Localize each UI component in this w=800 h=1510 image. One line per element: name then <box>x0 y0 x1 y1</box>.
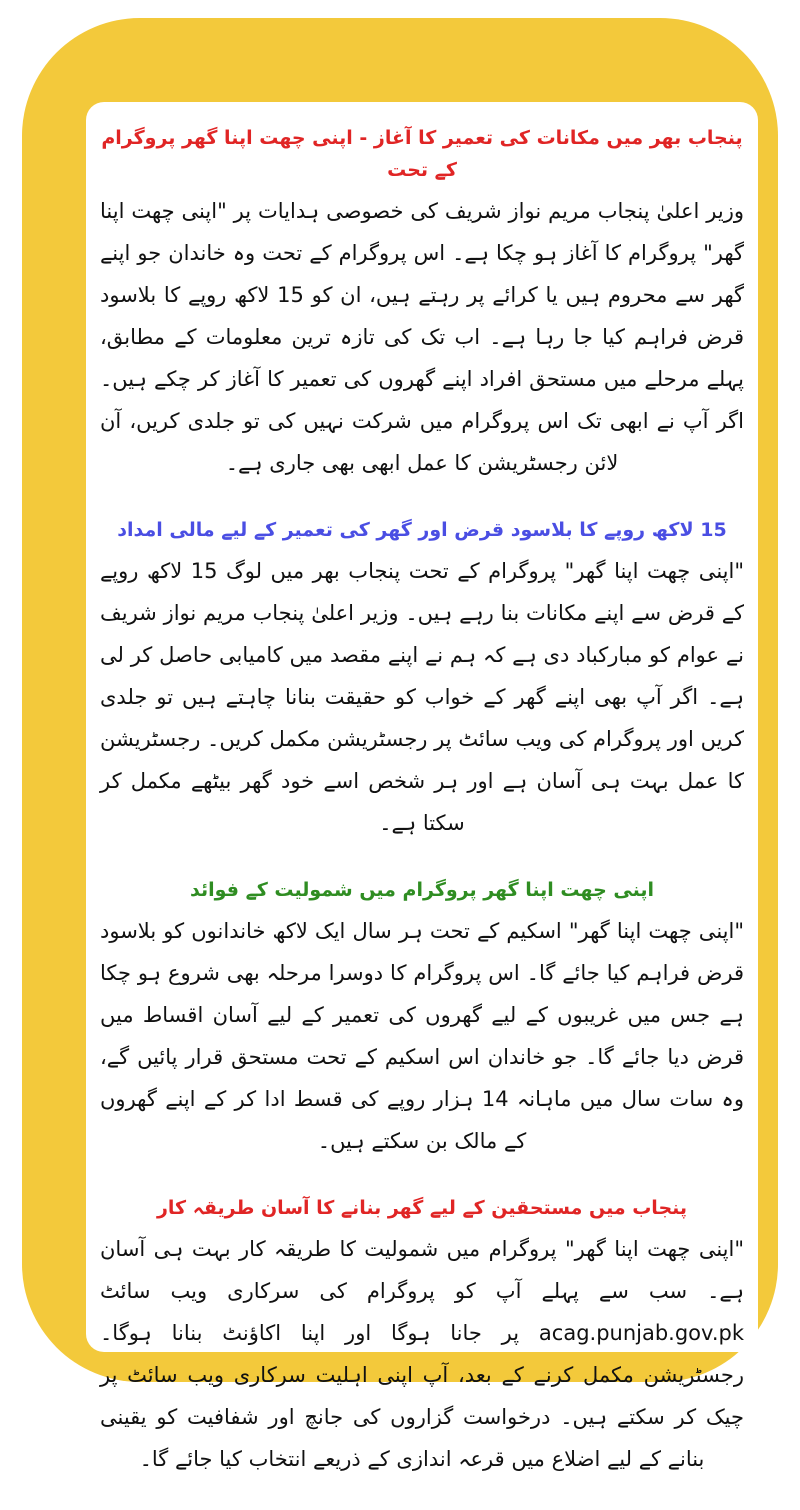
phone-frame <box>22 18 778 1471</box>
article-card <box>86 102 758 1471</box>
body-text-after-link: پر جانا ہوگا اور اپنا اکاؤنٹ بنانا ہوگا۔ رجسٹریشن مکمل کرنے کے بعد، آپ اپنی اہلیت سرکاری ویب سائٹ پر چیک کر سکتے ہیں۔ درخواست گزاروں کی جانچ اور شفافیت کو یقینی بنانے کے لیے اضلاع میں قرعہ اندازی کے ذریعے انتخاب کیا جائے گا۔ <box>100 1321 744 1471</box>
body-text-before-link: "اپنی چھت اپنا گھر" پروگرام میں شمولیت کا طریقہ کار بہت ہی آسان ہے۔ سب سے پہلے آپ کو پروگرام کی سرکاری ویب سائٹ <box>100 1237 744 1303</box>
section-program-benefits <box>100 874 744 1162</box>
section-construction-start <box>100 122 744 484</box>
section-easy-procedure <box>100 1192 744 1480</box>
section-body <box>100 1228 744 1480</box>
section-body: وزیر اعلیٰ پنجاب مریم نواز شریف کی خصوصی ہدایات پر "اپنی چھت اپنا گھر" پروگرام کا آغاز ہو چکا ہے۔ اس پروگرام کے تحت وہ خاندان جو اپنے گھر سے محروم ہیں یا کرائے پر رہتے ہیں، ان کو 15 لاکھ روپے کا بلاسود قرض فراہم کیا جا رہا ہے۔ اب تک کی تازہ ترین معلومات کے مطابق، پہلے مرحلے میں مستحق افراد اپنے گھروں کی تعمیر کا آغاز کر چکے ہیں۔ اگر آپ نے ابھی تک اس پروگرام میں شرکت نہیں کی تو جلدی کریں، آن لائن رجسٹریشن کا عمل ابھی بھی جاری ہے۔ <box>100 199 744 475</box>
section-heading: اپنی چھت اپنا گھر پروگرام میں شمولیت کے فوائد <box>189 879 655 901</box>
website-link[interactable]: acag.punjab.gov.pk <box>538 1321 744 1345</box>
section-heading: پنجاب میں مستحقین کے لیے گھر بنانے کا آسان طریقہ کار <box>156 1197 688 1219</box>
section-heading: پنجاب بھر میں مکانات کی تعمیر کا آغاز - اپنی چھت اپنا گھر پروگرام کے تحت <box>101 127 743 181</box>
article-content <box>100 122 744 1510</box>
section-interest-free-loan <box>100 514 744 844</box>
section-heading: 15 لاکھ روپے کا بلاسود قرض اور گھر کی تعمیر کے لیے مالی امداد <box>117 519 727 541</box>
section-body: "اپنی چھت اپنا گھر" اسکیم کے تحت ہر سال ایک لاکھ خاندانوں کو بلاسود قرض فراہم کیا جائے گا۔ اس پروگرام کا دوسرا مرحلہ بھی شروع ہو چکا ہے جس میں غریبوں کے لیے گھروں کی تعمیر کے لیے آسان اقساط میں قرض دیا جائے گا۔ جو خاندان اس اسکیم کے تحت مستحق قرار پائیں گے، وہ سات سال میں ماہانہ 14 ہزار روپے کی قسط ادا کر کے اپنے گھروں کے مالک بن سکتے ہیں۔ <box>100 919 744 1153</box>
section-body: "اپنی چھت اپنا گھر" پروگرام کے تحت پنجاب بھر میں لوگ 15 لاکھ روپے کے قرض سے اپنے مکانات بنا رہے ہیں۔ وزیر اعلیٰ پنجاب مریم نواز شریف نے عوام کو مبارکباد دی ہے کہ ہم نے اپنے مقصد میں کامیابی حاصل کر لی ہے۔ اگر آپ بھی اپنے گھر کے خواب کو حقیقت بنانا چاہتے ہیں تو جلدی کریں اور پروگرام کی ویب سائٹ پر رجسٹریشن مکمل کریں۔ رجسٹریشن کا عمل بہت ہی آسان ہے اور ہر شخص اسے خود گھر بیٹھے مکمل کر سکتا ہے۔ <box>100 559 744 835</box>
